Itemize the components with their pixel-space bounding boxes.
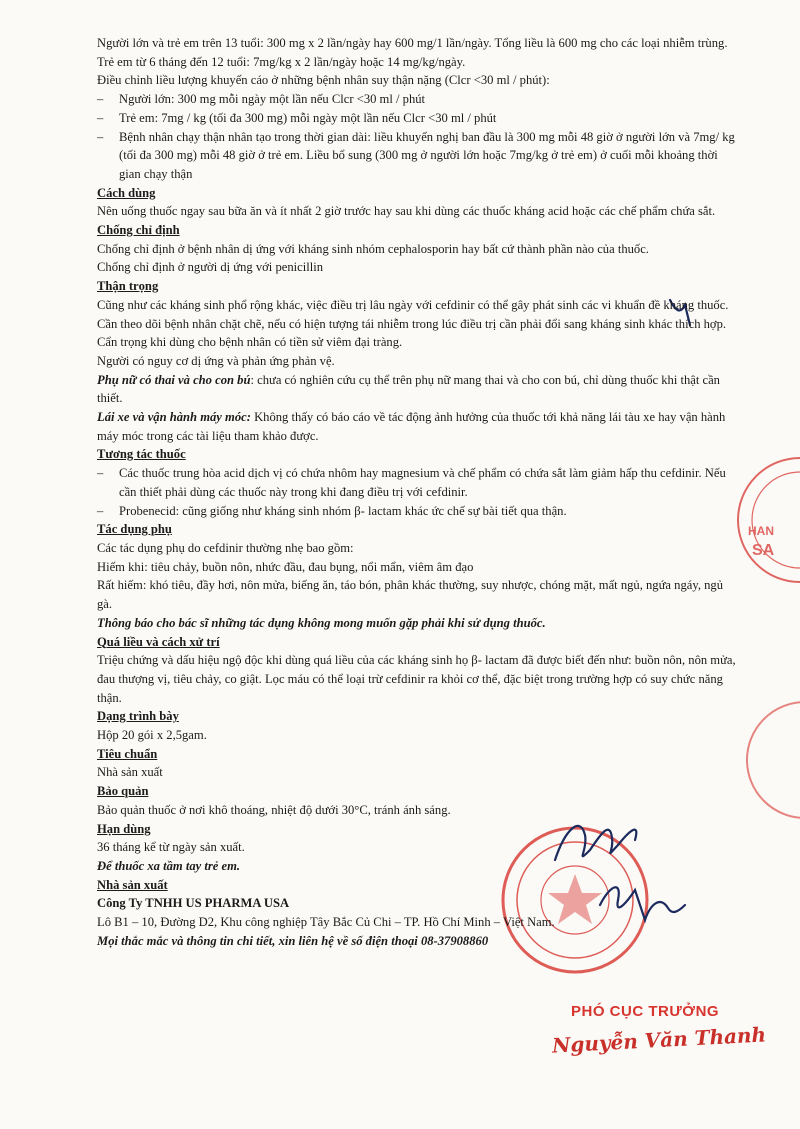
usage-text: Nên uống thuốc ngay sau bữa ăn và ít nhất 2 giờ trước hay sau khi dùng các thuốc kháng acid hoặc các chế phẩm chứa sắt.: [97, 204, 716, 219]
heading-interactions: Tương tác thuốc: [97, 447, 186, 462]
list-item: – Probenecid: cũng giống như kháng sinh nhóm β- lactam khác ức chế sự bài tiết qua thận.: [119, 502, 737, 521]
list-item: – Trẻ em: 7mg / kg (tối đa 300 mg) mỗi ngày một lần nếu Clcr <30 ml / phút: [119, 109, 737, 128]
heading-overdose: Quá liều và cách xử trí: [97, 634, 220, 649]
contra-text-1: Chống chỉ định ở bệnh nhân dị ứng với kháng sinh nhóm cephalosporin hay bất cứ thành phần nào của thuốc.: [97, 241, 649, 256]
storage-text: Bảo quản thuốc ở nơi khô thoáng, nhiệt độ dưới 30°C, tránh ánh sáng.: [97, 802, 451, 817]
signer-title: PHÓ CỤC TRƯỞNG: [571, 1003, 720, 1020]
svg-text:HAN: HAN: [748, 524, 774, 538]
standard-text: Nhà sản xuất: [97, 765, 163, 780]
driving-text: Không thấy có báo cáo về tác động ảnh hưởng của thuốc tới khả năng lái tàu xe hay vận hành máy móc trong các tài liệu tham khảo được.: [97, 410, 726, 443]
caution-text-3: Người có nguy cơ dị ứng và phản ứng phản vệ.: [97, 353, 335, 368]
heading-side-effects: Tác dụng phụ: [97, 522, 172, 537]
list-item: – Bệnh nhân chạy thận nhân tạo trong thời gian dài: liều khuyến nghị ban đầu là 300 mg mỗi 48 giờ ở người lớn và 7mg/ kg (tối đa 300 mg) mỗi 48 giờ ở trẻ em. Liều bổ sung (300 mg ở người lớn hoặc 7mg/kg ở trẻ em) ở cuối mỗi khoảng thời gian chạy thận: [119, 128, 737, 184]
list-item: – Các thuốc trung hòa acid dịch vị có chứa nhôm hay magnesium và chế phẩm có chứa sắt làm giảm hấp thu cefdinir. Nếu cần thiết phải dùng các thuốc này trong khi đang điều trị với cefdinir.: [119, 464, 737, 501]
side-effects-text-2: Hiếm khi: tiêu chảy, buồn nôn, nhức đầu, đau bụng, nổi mẩn, viêm âm đạo: [97, 559, 474, 574]
contra-text-2: Chống chỉ định ở người dị ứng với penicillin: [97, 260, 324, 275]
heading-caution: Thận trọng: [97, 279, 159, 294]
stamp-right-lower: [747, 702, 800, 818]
side-effects-text-1: Các tác dụng phụ do cefdinir thường nhẹ bao gồm:: [97, 540, 354, 555]
overdose-text: Triệu chứng và dấu hiệu ngộ độc khi dùng quá liều của các kháng sinh họ β- lactam đã được biết đến như: buồn nôn, nôn mửa, đau thượng vị, tiêu chảy, co giật. Lọc máu có thể loại trừ cefdinir ra khỏi cơ thể, đặc biệt trong trường hợp có suy chức năng thận.: [97, 653, 736, 705]
contact-line: Mọi thắc mắc và thông tin chi tiết, xin liên hệ về số điện thoại 08-37908860: [97, 933, 489, 948]
heading-standard: Tiêu chuẩn: [97, 746, 158, 761]
renal-dose-list: [97, 90, 737, 184]
caution-text-2: Cẩn trọng khi dùng cho bệnh nhân có tiền sử viêm đại tràng.: [97, 335, 403, 350]
company-name: Công Ty TNHH US PHARMA USA: [97, 896, 290, 911]
pregnancy-lead: Phụ nữ có thai và cho con bú: [97, 372, 251, 387]
heading-usage: Cách dùng: [97, 185, 156, 200]
interactions-list: [97, 464, 737, 520]
driving-lead: Lái xe và vận hành máy móc:: [97, 410, 251, 425]
heading-expiry: Hạn dùng: [97, 821, 151, 836]
heading-manufacturer: Nhà sản xuất: [97, 877, 168, 892]
heading-presentation: Dạng trình bày: [97, 709, 179, 724]
company-stamp-right: [738, 458, 800, 582]
caution-text-1: Cũng như các kháng sinh phổ rộng khác, việc điều trị lâu ngày với cefdinir có thể gây phát sinh các vi khuẩn đề kháng thuốc. Cần theo dõi bệnh nhân chặt chẽ, nếu có hiện tượng tái nhiễm trong lúc điều trị cần phải đổi sang kháng sinh khác thích hợp.: [97, 297, 729, 331]
heading-storage: Bảo quản: [97, 784, 149, 799]
presentation-text: Hộp 20 gói x 2,5gam.: [97, 728, 207, 743]
renal-adjustment: Điều chỉnh liều lượng khuyến cáo ở những bệnh nhân suy thận nặng (Clcr <30 ml / phút):: [97, 73, 550, 88]
child-dose: Trẻ em từ 6 tháng đến 12 tuổi: 7mg/kg x 2 lần/ngày hoặc 14 mg/kg/ngày.: [97, 54, 466, 69]
expiry-text: 36 tháng kể từ ngày sản xuất.: [97, 840, 245, 855]
driving-paragraph: [97, 408, 737, 445]
pregnancy-text: : chưa có nghiên cứu cụ thể trên phụ nữ mang thai và cho con bú, chỉ dùng thuốc khi thật cần thiết.: [97, 372, 720, 406]
adult-dose: Người lớn và trẻ em trên 13 tuổi: 300 mg x 2 lần/ngày hay 600 mg/1 lần/ngày. Tổng liều là 600 mg cho các loại nhiễm trùng.: [97, 36, 728, 50]
side-effects-notice: Thông báo cho bác sĩ những tác dụng không mong muốn gặp phải khi sử dụng thuốc.: [97, 615, 546, 630]
heading-contraindications: Chống chỉ định: [97, 223, 180, 238]
svg-text:SA: SA: [752, 542, 775, 559]
company-address: Lô B1 – 10, Đường D2, Khu công nghiệp Tây Bắc Củ Chi – TP. Hồ Chí Minh – Việt Nam.: [97, 915, 555, 930]
side-effects-text-3: Rất hiếm: khó tiêu, đầy hơi, nôn mửa, biếng ăn, táo bón, phân khác thường, suy nhược, chóng mặt, mất ngủ, ngứa ngáy, ngủ gà.: [97, 578, 724, 612]
leaflet-text: [97, 34, 737, 950]
list-item: – Người lớn: 300 mg mỗi ngày một lần nếu Clcr <30 ml / phút: [119, 90, 737, 109]
signer-name: Nguyễn Văn Thanh: [551, 1022, 767, 1058]
child-warning: Để thuốc xa tầm tay trẻ em.: [97, 858, 241, 873]
pregnancy-paragraph: [97, 371, 737, 408]
